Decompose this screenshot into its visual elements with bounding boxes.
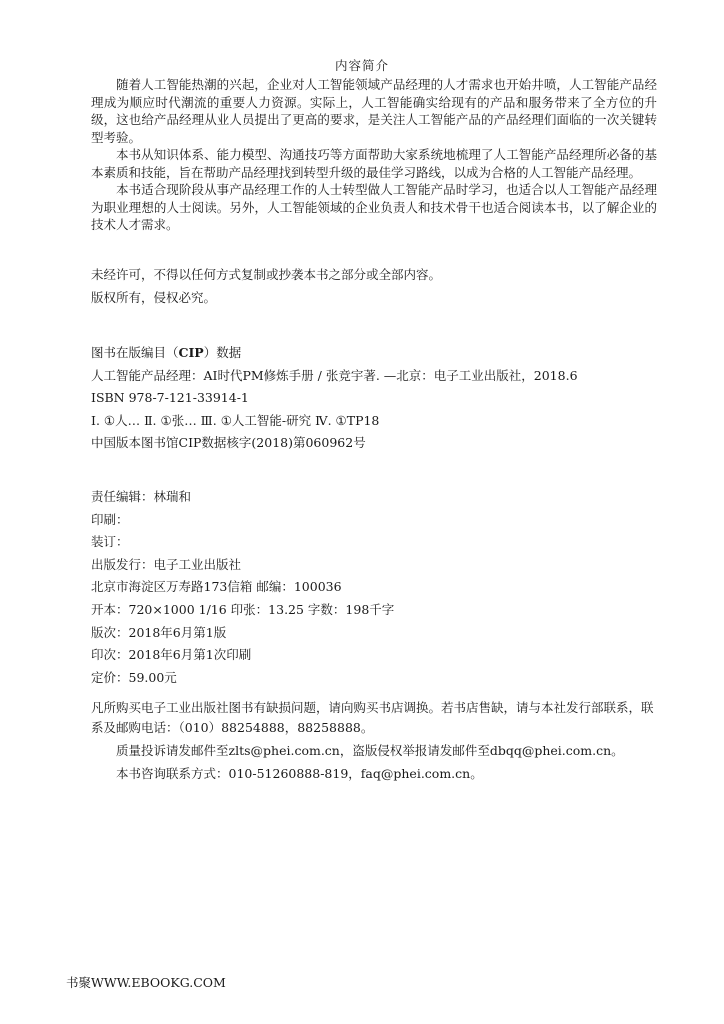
pub-binding: 装订： [91, 534, 129, 550]
contact-inquiry: 本书咨询联系方式：010-51260888-819，faq@phei.com.cn。 [116, 766, 483, 781]
cip-heading-post: ）数据 [203, 345, 242, 360]
cip-data-block [91, 342, 578, 455]
summary-paragraph-3: 本书适合现阶段从事产品经理工作的人士转型做人工智能产品时学习，也适合以人工智能产品经理为职业理想的人士阅读。另外，人工智能领域的企业负责人和技术骨干也适合阅读本书，以了解企业的技术人才需求。 [91, 182, 657, 232]
pub-address: 北京市海淀区万寿路173信箱 邮编：100036 [91, 579, 342, 595]
cip-classification: Ⅰ. ①人… Ⅱ. ①张… Ⅲ. ①人工智能-研究 Ⅳ. ①TP18 [91, 412, 380, 428]
book-summary [91, 76, 657, 234]
pub-format: 开本：720×1000 1/16 印张：13.25 字数：198千字 [91, 601, 395, 617]
cip-heading-pre: 图书在版编目（ [91, 345, 179, 360]
pub-price: 定价：59.00元 [91, 669, 177, 685]
summary-paragraph-2: 本书从知识体系、能力模型、沟通技巧等方面帮助大家系统地梳理了人工智能产品经理所必备的基本素质和技能，旨在帮助产品经理找到转型升级的最佳学习路线，以成为合格的人工智能产品经理。 [91, 147, 657, 180]
pub-editor: 责任编辑：林瑞和 [91, 489, 192, 504]
cip-isbn: ISBN 978-7-121-33914-1 [91, 390, 249, 405]
cip-record-number: 中国版本图书馆CIP数据核字(2018)第060962号 [91, 435, 366, 450]
summary-paragraph-1: 随着人工智能热潮的兴起，企业对人工智能领域产品经理的人才需求也开始井喷，人工智能产品经理成为顺应时代潮流的重要人力资源。实际上，人工智能确实给现有的产品和服务带来了全方位的升级，这也给产品经理从业人员提出了更高的要求，是关注人工智能产品的产品经理们面临的一次关键转型考验。 [91, 77, 657, 145]
pub-printer: 印刷： [91, 511, 129, 527]
cip-heading [91, 342, 578, 365]
notice-reproduction: 未经许可，不得以任何方式复制或抄袭本书之部分或全部内容。 [91, 267, 442, 282]
contact-info [91, 698, 657, 784]
pub-publisher: 出版发行：电子工业出版社 [91, 556, 242, 572]
footer-watermark: 书聚WWW.EBOOKG.COM [66, 975, 226, 990]
contact-return-policy: 凡所购买电子工业出版社图书有缺损问题，请向购买书店调换。若书店售缺，请与本社发行部联系，联系及邮购电话：（010）88254888，88258888。 [91, 700, 654, 735]
notice-rights-reserved: 版权所有，侵权必究。 [91, 290, 217, 305]
cip-title-line: 人工智能产品经理：AI时代PM修炼手册 / 张竞宇著. —北京：电子工业出版社，2018.6 [91, 367, 578, 383]
cip-heading-acronym: CIP [178, 345, 204, 360]
page-title: 内容简介 [334, 58, 389, 73]
pub-printing: 印次：2018年6月第1次印刷 [91, 647, 252, 663]
copyright-notice [91, 263, 441, 309]
pub-edition: 版次：2018年6月第1版 [91, 624, 227, 640]
contact-complaint-email: 质量投诉请发邮件至zlts@phei.com.cn，盗版侵权举报请发邮件至dbqq@phei.com.cn。 [116, 743, 624, 758]
publication-details [91, 486, 394, 689]
